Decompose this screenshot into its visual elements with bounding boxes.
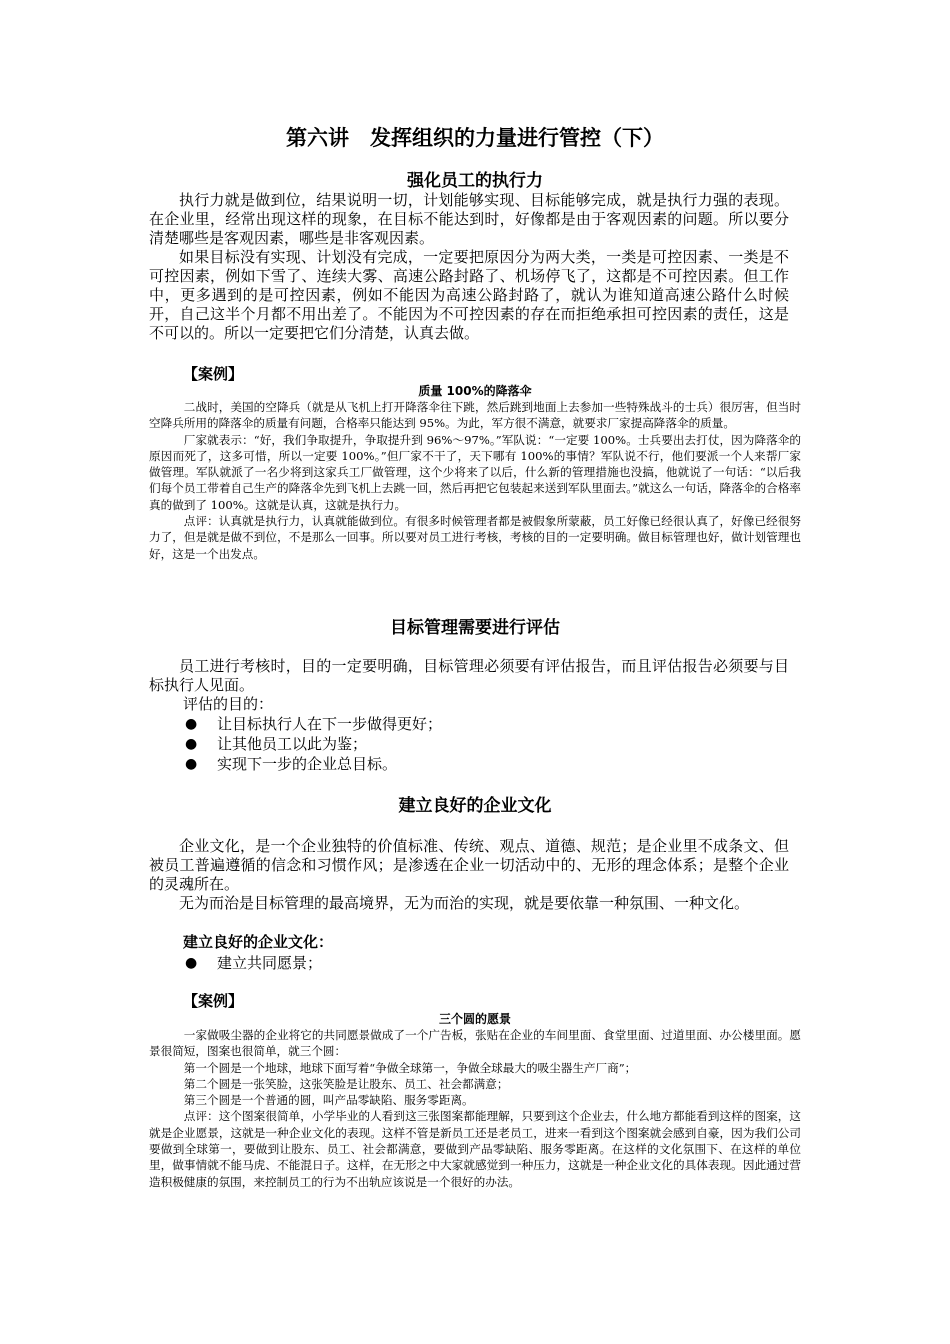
bullet-icon: ● bbox=[185, 736, 198, 752]
section-title-evaluation: 目标管理需要进行评估 bbox=[390, 618, 560, 638]
paragraph: 执行力就是做到位，结果说明一切，计划能够实现、目标能够完成，就是执行力强的表现。在企业里，经常出现这样的现象，在目标不能达到时，好像都是由于客观因素的问题。所以要分清楚哪些是客观因素，哪些是非客观因素。 bbox=[149, 191, 789, 247]
case-paragraph: 第一个圆是一个地球，地球下面写着“争做全球第一，争做全球最大的吸尘器生产厂商”； bbox=[183, 1060, 637, 1075]
case-paragraph: 一家做吸尘器的企业将它的共同愿景做成了一个广告板，张贴在企业的车间里面、食堂里面、过道里面、办公楼里面。愿景很简短，图案也很简单，就三个圆： bbox=[149, 1028, 801, 1059]
case-paragraph: 二战时，美国的空降兵（就是从飞机上打开降落伞往下跳，然后跳到地面上去参加一些特殊战斗的士兵）很厉害，但当时空降兵所用的降落伞的质量有问题，合格率只能达到 95%。为此，军方很不满意，就要求厂家提高降落伞的质量。 bbox=[149, 400, 801, 431]
case-body-three-circles bbox=[149, 1027, 801, 1190]
purpose-label: 评估的目的： bbox=[183, 695, 274, 713]
list-item: ● 让其他员工以此为鉴； bbox=[185, 735, 368, 753]
case-paragraph: 点评：这个图案很简单，小学毕业的人看到这三张图案都能理解，只要到这个企业去，什么地方都能看到这样的图案，这就是企业愿景，这就是一种企业文化的表现。这样不管是新员工还是老员工，进来一看到这个图案就会感到自豪，因为我们公司要做到全球第一，要做到让股东、员工、社会都满意，要做到产品零缺陷、服务零距离。在这样的文化氛围下、在这样的单位里，做事情就不能马虎、不能混日子。这样，在无形之中大家就感觉到一种压力，这就是一种企业文化的具体表现。因此通过营造积极健康的氛围，来控制员工的行为不出轨应该说是一个很好的办法。 bbox=[149, 1109, 801, 1189]
case-paragraph: 厂家就表示：“好，我们争取提升，争取提升到 96%～97%。”军队说：“一定要 100%。士兵要出去打仗，因为降落伞的原因而死了，这多可惜，所以一定要 100%。”但厂家不干了，天下哪有 100%的事情？军队说不行，他们要派一个人来帮厂家做管理。军队就派了一名少将到这家兵工厂做管理，这个少将来了以后，什么新的管理措施也没搞，他就说了一句话：“以后我们每个员工带着自己生产的降落伞先到飞机上去跳一回，然后再把它包装起来送到军队里面去。”就这么一句话，降落伞的合格率真的做到了 100%。这就是认真，这就是执行力。 bbox=[149, 432, 801, 512]
section-body-evaluation bbox=[149, 657, 789, 695]
paragraph: 员工进行考核时，目的一定要明确，目标管理必须要有评估报告，而且评估报告必须要与目标执行人见面。 bbox=[149, 657, 789, 694]
culture-subheading: 建立良好的企业文化： bbox=[183, 933, 334, 951]
list-item: ● 让目标执行人在下一步做得更好； bbox=[185, 715, 443, 733]
section-body-culture bbox=[149, 837, 789, 913]
section-title-execution: 强化员工的执行力 bbox=[407, 171, 543, 191]
bullet-icon: ● bbox=[185, 955, 198, 971]
case-label: 【案例】 bbox=[183, 992, 244, 1010]
case-title-parachute: 质量 100%的降落伞 bbox=[418, 384, 532, 398]
case-paragraph: 第二个圆是一张笑脸，这张笑脸是让股东、员工、社会都满意； bbox=[183, 1076, 509, 1091]
section-body-execution bbox=[149, 191, 789, 343]
case-label: 【案例】 bbox=[183, 365, 244, 383]
paragraph: 企业文化，是一个企业独特的价值标准、传统、观点、道德、规范；是企业里不成条文、但被员工普遍遵循的信念和习惯作风；是渗透在企业一切活动中的、无形的理念体系；是整个企业的灵魂所在。 bbox=[149, 837, 789, 893]
case-paragraph: 点评：认真就是执行力，认真就能做到位。有很多时候管理者都是被假象所蒙蔽，员工好像已经很认真了，好像已经很努力了，但是就是做不到位，不是那么一回事。所以要对员工进行考核，考核的目的一定要明确。做目标管理也好，做计划管理也好，这是一个出发点。 bbox=[149, 514, 801, 561]
page-title: 第六讲 发挥组织的力量进行管控（下） bbox=[286, 126, 664, 150]
paragraph: 如果目标没有实现、计划没有完成，一定要把原因分为两大类，一类是可控因素、一类是不可控因素，例如下雪了、连续大雾、高速公路封路了、机场停飞了，这都是不可控因素。但工作中，更多遇到的是可控因素，例如不能因为高速公路封路了，就认为谁知道高速公路什么时候开，自己这半个月都不用出差了。不能因为不可控因素的存在而拒绝承担可控因素的责任，这是不可以的。所以一定要把它们分清楚，认真去做。 bbox=[149, 248, 789, 342]
purpose-list bbox=[183, 714, 442, 774]
section-title-culture: 建立良好的企业文化 bbox=[398, 796, 552, 816]
bullet-icon: ● bbox=[185, 756, 198, 772]
case-body-parachute bbox=[149, 399, 801, 562]
bullet-icon: ● bbox=[185, 716, 198, 732]
case-paragraph: 第三个圆是一个普通的圆，叫产品零缺陷、服务零距离。 bbox=[183, 1093, 474, 1108]
list-item: ● 建立共同愿景； bbox=[185, 954, 323, 972]
list-item: ● 实现下一步的企业总目标。 bbox=[185, 755, 398, 773]
culture-list bbox=[183, 953, 322, 973]
paragraph: 无为而治是目标管理的最高境界，无为而治的实现，就是要依靠一种氛围、一种文化。 bbox=[179, 894, 750, 912]
case-title-three-circles: 三个圆的愿景 bbox=[438, 1012, 511, 1026]
